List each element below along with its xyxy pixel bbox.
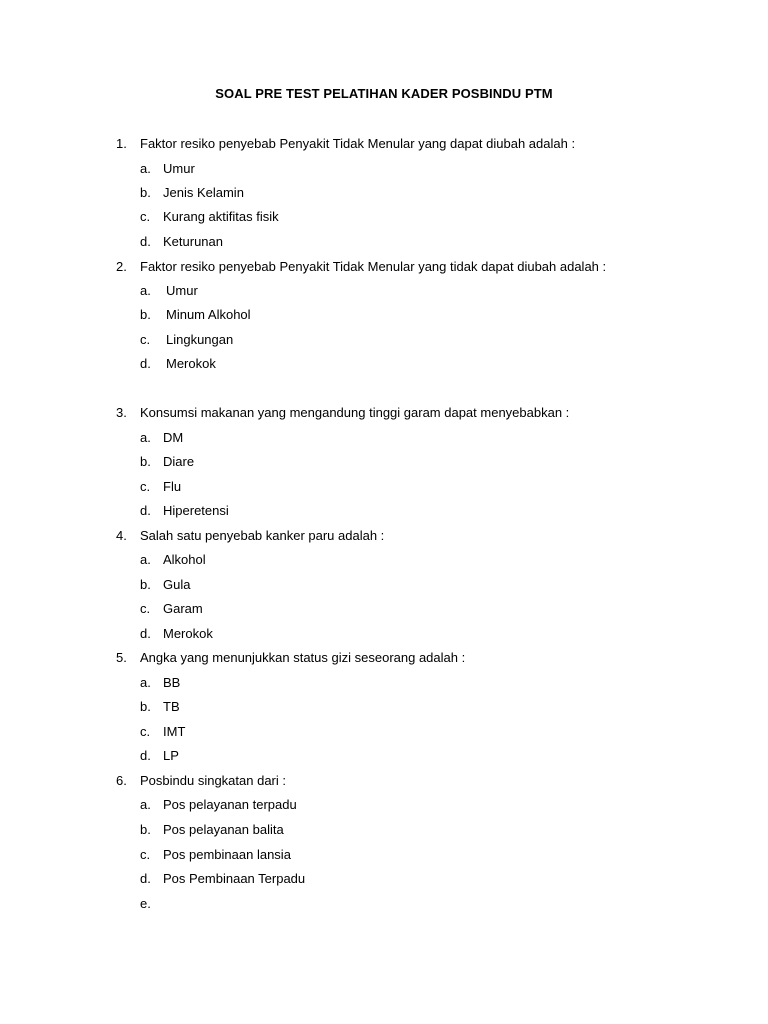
option-text: Kurang aktifitas fisik xyxy=(163,209,279,224)
option-letter: c. xyxy=(140,601,151,616)
option-letter: d. xyxy=(140,626,151,641)
option-text: Alkohol xyxy=(163,552,206,567)
option-text: Pos Pembinaan Terpadu xyxy=(163,871,306,886)
option-text: Minum Alkohol xyxy=(166,307,251,322)
option-letter: c. xyxy=(140,847,151,862)
option-letter: c. xyxy=(140,724,151,739)
question-text: Faktor resiko penyebab Penyakit Tidak Menular yang tidak dapat diubah adalah : xyxy=(140,259,607,274)
option-letter: a. xyxy=(140,552,151,567)
document-title: SOAL PRE TEST PELATIHAN KADER POSBINDU PTM xyxy=(215,86,553,101)
question-text: Faktor resiko penyebab Penyakit Tidak Menular yang dapat diubah adalah : xyxy=(140,136,576,151)
option-text: Merokok xyxy=(166,356,216,371)
option-letter: d. xyxy=(140,748,151,763)
option-letter: b. xyxy=(140,185,151,200)
question-number: 2. xyxy=(116,259,127,274)
option-letter: b. xyxy=(140,307,151,322)
question-number: 4. xyxy=(116,528,127,543)
option-letter: a. xyxy=(140,675,151,690)
option-letter: b. xyxy=(140,577,151,592)
option-text: TB xyxy=(163,699,180,714)
question-text: Salah satu penyebab kanker paru adalah : xyxy=(140,528,385,543)
option-text: DM xyxy=(163,430,184,445)
option-letter: d. xyxy=(140,871,151,886)
option-letter: a. xyxy=(140,283,151,298)
option-letter: a. xyxy=(140,161,151,176)
option-text: Gula xyxy=(163,577,191,592)
option-text: Umur xyxy=(166,283,198,298)
question-text: Konsumsi makanan yang mengandung tinggi garam dapat menyebabkan : xyxy=(140,405,570,420)
option-text: Keturunan xyxy=(163,234,223,249)
question-text: Posbindu singkatan dari : xyxy=(140,773,286,788)
option-letter: c. xyxy=(140,209,151,224)
option-letter: d. xyxy=(140,234,151,249)
option-text: Jenis Kelamin xyxy=(163,185,244,200)
question-number: 1. xyxy=(116,136,127,151)
question-number: 6. xyxy=(116,773,127,788)
option-letter: a. xyxy=(140,797,151,812)
option-text: IMT xyxy=(163,724,186,739)
option-letter: d. xyxy=(140,356,151,371)
option-text: LP xyxy=(163,748,179,763)
option-text: BB xyxy=(163,675,181,690)
option-text: Pos pelayanan balita xyxy=(163,822,284,837)
option-text: Merokok xyxy=(163,626,213,641)
option-letter: b. xyxy=(140,822,151,837)
option-text: Pos pelayanan terpadu xyxy=(163,797,297,812)
option-letter: c. xyxy=(140,332,151,347)
option-text: Umur xyxy=(163,161,195,176)
option-letter: a. xyxy=(140,430,151,445)
option-text: Flu xyxy=(163,479,182,494)
option-letter: d. xyxy=(140,503,151,518)
option-text: Pos pembinaan lansia xyxy=(163,847,291,862)
option-text: Lingkungan xyxy=(166,332,234,347)
option-letter: b. xyxy=(140,699,151,714)
question-text: Angka yang menunjukkan status gizi seseorang adalah : xyxy=(140,650,466,665)
option-letter: e. xyxy=(140,896,151,911)
option-letter: c. xyxy=(140,479,151,494)
question-number: 3. xyxy=(116,405,127,420)
option-text: Garam xyxy=(163,601,203,616)
option-text: Diare xyxy=(163,454,195,469)
option-text: Hiperetensi xyxy=(163,503,229,518)
question-number: 5. xyxy=(116,650,127,665)
option-letter: b. xyxy=(140,454,151,469)
